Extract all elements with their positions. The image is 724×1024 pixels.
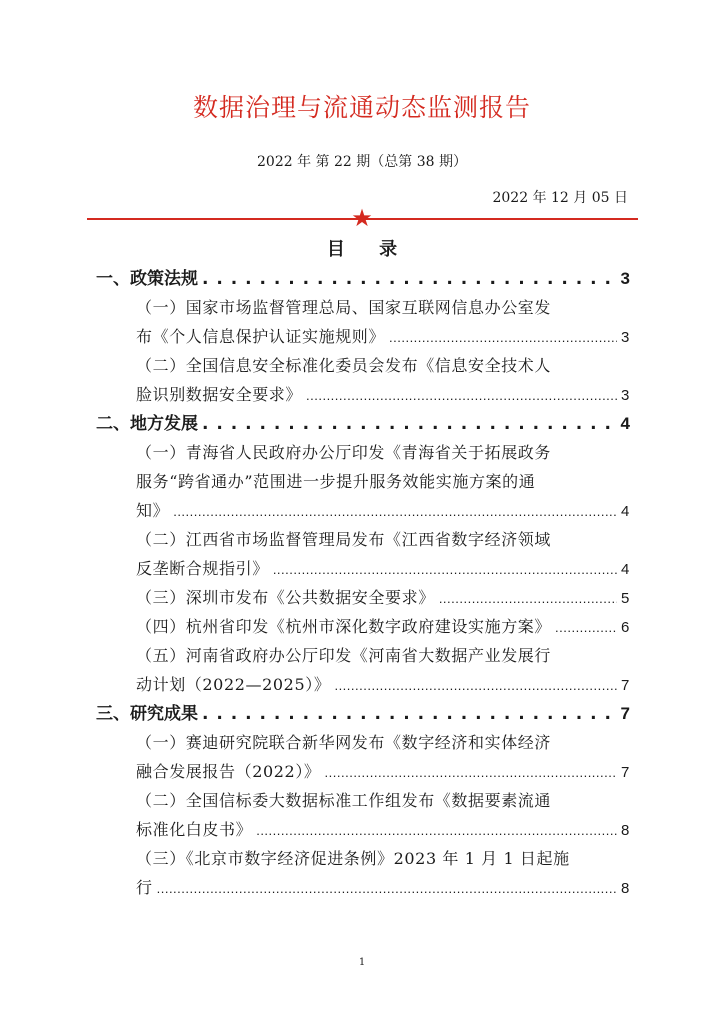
toc-entry[interactable]: （三）《北京市数字经济促进条例》2023 年 1 月 1 日起施 bbox=[136, 849, 570, 868]
dot-leader bbox=[273, 554, 617, 584]
page-ref: 7 bbox=[621, 677, 630, 694]
toc-entry[interactable]: （一）青海省人民政府办公厅印发《青海省关于拓展政务 bbox=[136, 443, 552, 462]
toc-entry[interactable]: （二）全国信息安全标准化委员会发布《信息安全技术人 bbox=[136, 356, 552, 375]
toc-entry[interactable]: （三）深圳市发布《公共数据安全要求》 ..... 5 bbox=[96, 583, 630, 612]
dot-leader bbox=[202, 265, 617, 294]
page-ref: 4 bbox=[621, 561, 630, 578]
dot-leader bbox=[555, 612, 617, 642]
issue-date: 2022 年 12 月 05 日 bbox=[492, 190, 628, 206]
dot-leader bbox=[202, 700, 617, 729]
section-title: 政策法规 bbox=[130, 269, 198, 289]
section-title: 地方发展 bbox=[130, 414, 198, 434]
toc-entry[interactable]: （四）杭州省印发《杭州市深化数字政府建设实施方案》 ..... 6 bbox=[96, 612, 630, 641]
page-ref: 3 bbox=[620, 269, 630, 288]
toc-entry[interactable]: （二）江西省市场监督管理局发布《江西省数字经济领域 bbox=[136, 530, 552, 549]
page-number: 1 bbox=[358, 957, 366, 968]
toc-section-research[interactable] bbox=[96, 699, 630, 728]
page-ref: 8 bbox=[621, 822, 630, 839]
page-ref: 5 bbox=[621, 590, 630, 607]
toc-heading: 目 录 bbox=[326, 239, 412, 260]
table-of-contents bbox=[96, 264, 630, 902]
toc-entry[interactable]: （五）河南省政府办公厅印发《河南省大数据产业发展行 bbox=[136, 646, 552, 665]
toc-entry[interactable]: 反垄断合规指引》 ..... 4 bbox=[96, 554, 630, 583]
toc-entry[interactable]: 脸识别数据安全要求》 ..... 3 bbox=[96, 380, 630, 409]
page-ref: 3 bbox=[621, 387, 630, 404]
red-star-icon: ★ bbox=[351, 204, 373, 232]
toc-entry[interactable]: 知》 ..... 4 bbox=[96, 496, 630, 525]
toc-entry[interactable]: 融合发展报告（2022）》 ..... 7 bbox=[96, 757, 630, 786]
toc-entry[interactable]: 动计划（2022—2025）》 ..... 7 bbox=[96, 670, 630, 699]
toc-entry[interactable]: （二）全国信标委大数据标准工作组发布《数据要素流通 bbox=[136, 791, 552, 810]
section-number: 三、 bbox=[96, 704, 130, 724]
toc-entry[interactable]: 布《个人信息保护认证实施规则》 ..... 3 bbox=[96, 322, 630, 351]
toc-section-local[interactable] bbox=[96, 409, 630, 438]
dot-leader bbox=[439, 583, 617, 613]
toc-entry[interactable]: （一）赛迪研究院联合新华网发布《数字经济和实体经济 bbox=[136, 733, 552, 752]
page-ref: 8 bbox=[621, 880, 630, 897]
issue-number: 2022 年 第 22 期（总第 38 期） bbox=[257, 154, 467, 170]
toc-entry[interactable]: 标准化白皮书》 ..... 8 bbox=[96, 815, 630, 844]
page-ref: 4 bbox=[621, 503, 630, 520]
dot-leader bbox=[325, 757, 618, 787]
dot-leader bbox=[202, 410, 617, 439]
section-title: 研究成果 bbox=[130, 704, 198, 724]
section-number: 一、 bbox=[96, 269, 130, 289]
dot-leader bbox=[306, 380, 617, 410]
section-number: 二、 bbox=[96, 414, 130, 434]
toc-entry[interactable]: 服务“跨省通办”范围进一步提升服务效能实施方案的通 bbox=[136, 472, 536, 491]
dot-leader bbox=[256, 815, 617, 845]
toc-section-policy[interactable] bbox=[96, 264, 630, 293]
dot-leader bbox=[334, 670, 617, 700]
page-ref: 3 bbox=[621, 329, 630, 346]
toc-entry[interactable]: 行 ..... 8 bbox=[96, 873, 630, 902]
dot-leader bbox=[157, 873, 617, 903]
dot-leader bbox=[173, 496, 617, 526]
page-ref: 7 bbox=[620, 704, 630, 723]
page-ref: 6 bbox=[621, 619, 630, 636]
dot-leader bbox=[389, 322, 617, 352]
page-ref: 7 bbox=[621, 764, 630, 781]
page-ref: 4 bbox=[620, 414, 630, 433]
report-title: 数据治理与流通动态监测报告 bbox=[192, 93, 531, 122]
toc-entry[interactable]: （一）国家市场监督管理总局、国家互联网信息办公室发 bbox=[136, 298, 552, 317]
